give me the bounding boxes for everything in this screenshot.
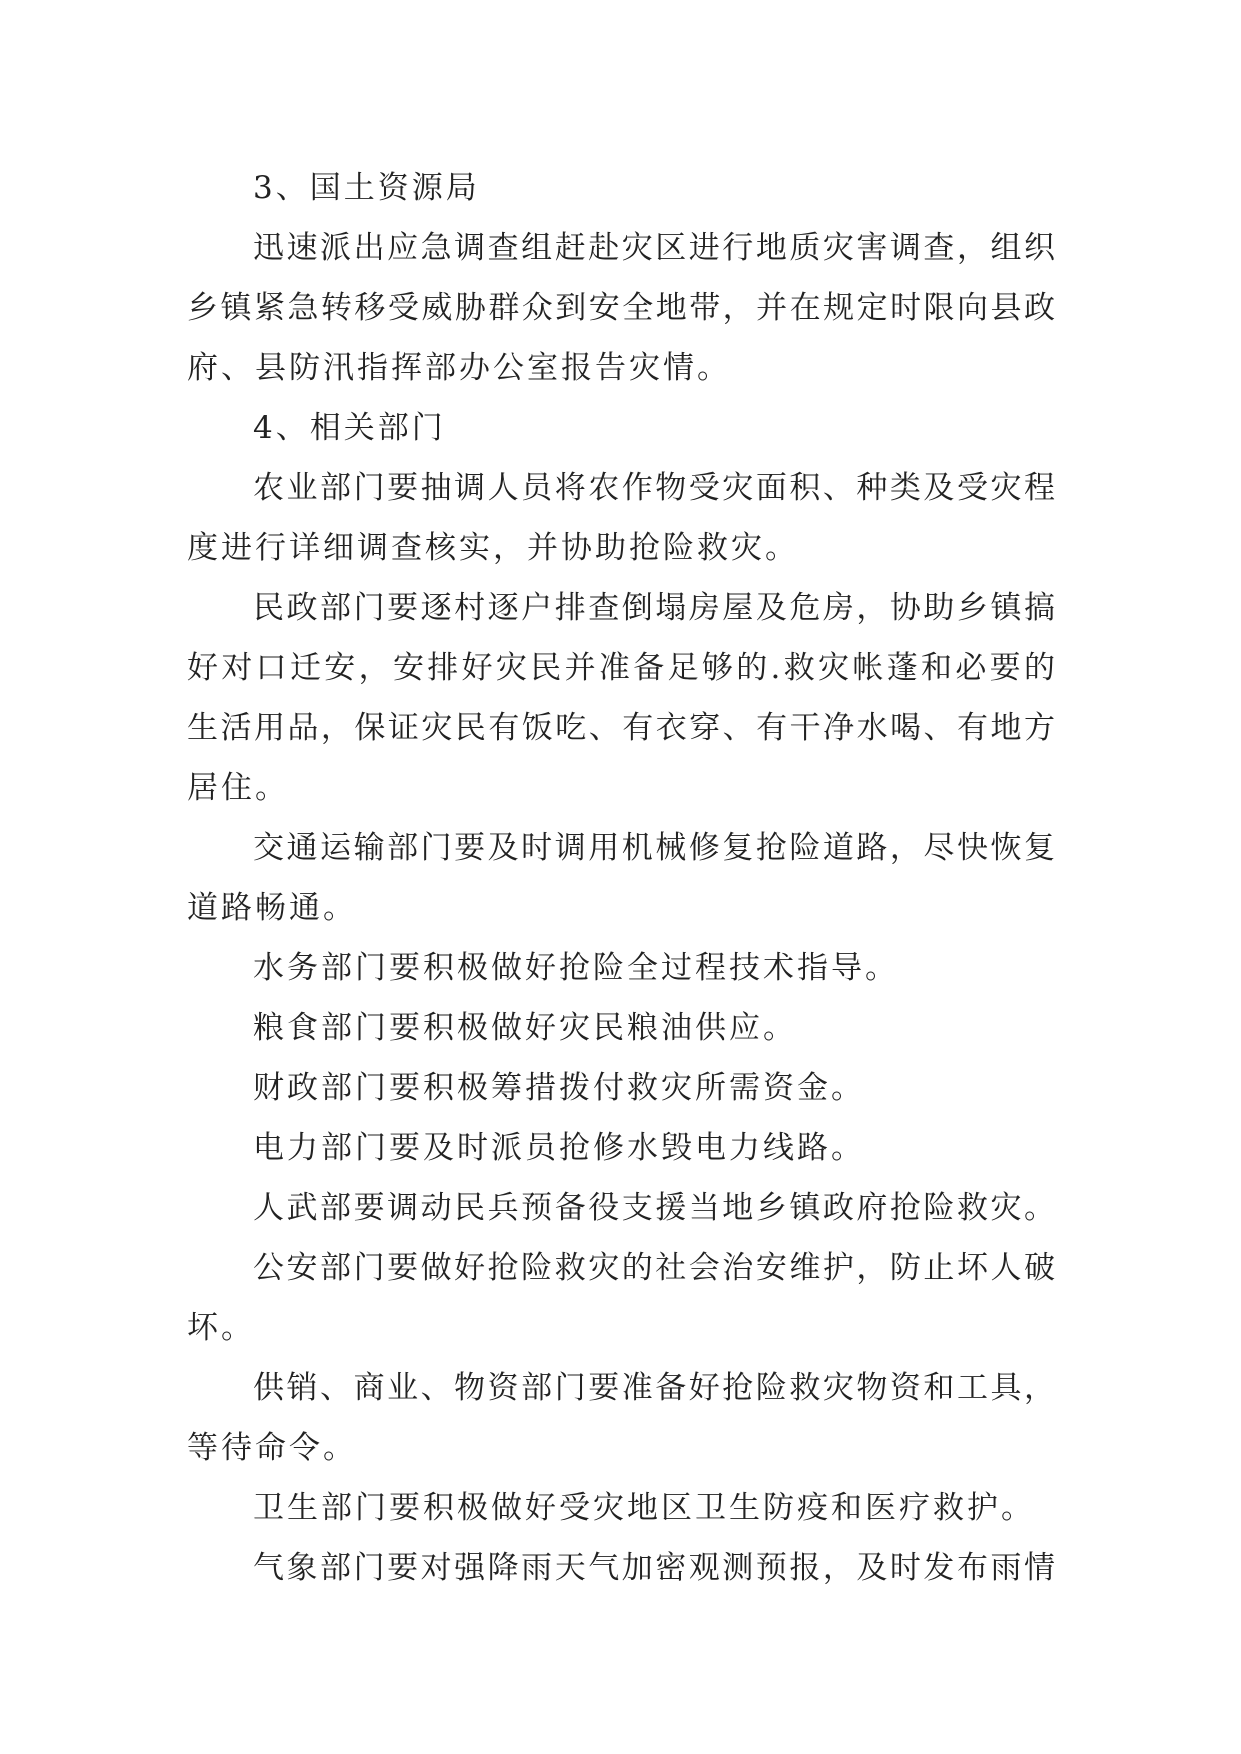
paragraph-line: 府、县防汛指挥部办公室报告灾情。 [187, 350, 731, 386]
paragraph-line: 水务部门要积极做好抢险全过程技术指导。 [253, 950, 899, 986]
paragraph-line: 生活用品，保证灾民有饭吃、有衣穿、有干净水喝、有地方 [187, 710, 1055, 746]
paragraph-line: 人武部要调动民兵预备役支援当地乡镇政府抢险救灾。 [253, 1190, 1055, 1226]
paragraph-line: 民政部门要逐村逐户排查倒塌房屋及危房，协助乡镇搞 [253, 590, 1055, 626]
paragraph-line: 气象部门要对强降雨天气加密观测预报，及时发布雨情 [253, 1550, 1055, 1586]
paragraph-line: 供销、商业、物资部门要准备好抢险救灾物资和工具， [253, 1370, 1055, 1406]
paragraph-line: 等待命令。 [187, 1430, 357, 1466]
paragraph-line: 坏。 [187, 1310, 255, 1346]
paragraph-line: 农业部门要抽调人员将农作物受灾面积、种类及受灾程 [253, 470, 1055, 506]
paragraph-line: 好对口迁安，安排好灾民并准备足够的.救灾帐蓬和必要的 [187, 650, 1055, 686]
paragraph-line: 乡镇紧急转移受威胁群众到安全地带，并在规定时限向县政 [187, 290, 1055, 326]
paragraph-line: 迅速派出应急调查组赶赴灾区进行地质灾害调查，组织 [253, 230, 1055, 266]
document-body [187, 158, 1055, 1598]
paragraph-line: 电力部门要及时派员抢修水毁电力线路。 [253, 1130, 865, 1166]
paragraph-line: 卫生部门要积极做好受灾地区卫生防疫和医疗救护。 [253, 1490, 1035, 1526]
section-heading-land-resources: 3、国土资源局 [253, 170, 480, 206]
section-heading-related-departments: 4、相关部门 [253, 410, 446, 446]
paragraph-line: 居住。 [187, 770, 289, 806]
paragraph-line: 交通运输部门要及时调用机械修复抢险道路，尽快恢复 [253, 830, 1055, 866]
paragraph-line: 度进行详细调查核实，并协助抢险救灾。 [187, 530, 799, 566]
paragraph-line: 粮食部门要积极做好灾民粮油供应。 [253, 1010, 797, 1046]
paragraph-line: 财政部门要积极筹措拨付救灾所需资金。 [253, 1070, 865, 1106]
paragraph-line: 公安部门要做好抢险救灾的社会治安维护，防止坏人破 [253, 1250, 1055, 1286]
paragraph-line: 道路畅通。 [187, 890, 357, 926]
